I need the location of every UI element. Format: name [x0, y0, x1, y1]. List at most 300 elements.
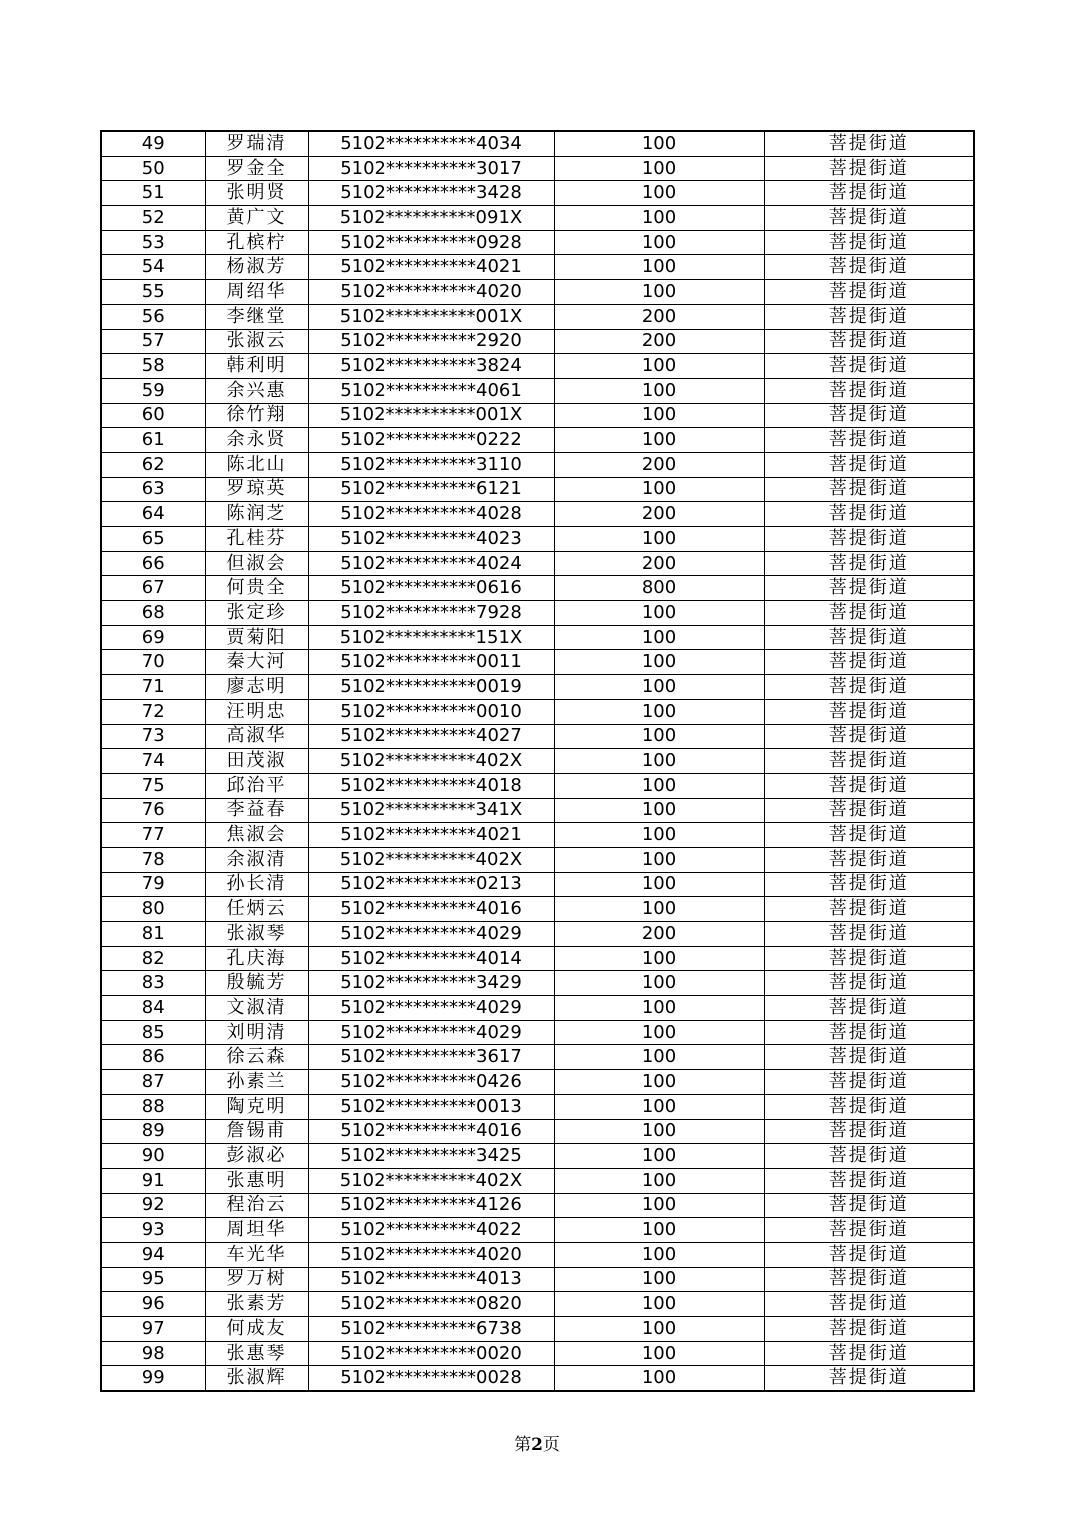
- table-row: [101, 847, 974, 872]
- row-number-cell: 59: [101, 378, 205, 403]
- id-number-cell: 5102**********7928: [308, 601, 554, 626]
- street-cell: 菩提街道: [764, 354, 974, 379]
- row-number-cell: 66: [101, 551, 205, 576]
- id-number-cell: 5102**********0020: [308, 1341, 554, 1366]
- name-cell: 车光华: [205, 1242, 308, 1267]
- id-number-cell: 5102**********402X: [308, 1168, 554, 1193]
- id-number-cell: 5102**********4020: [308, 1242, 554, 1267]
- name-cell: 田茂淑: [205, 749, 308, 774]
- row-number-cell: 94: [101, 1242, 205, 1267]
- id-number-cell: 5102**********0010: [308, 699, 554, 724]
- name-cell: 张淑辉: [205, 1366, 308, 1391]
- street-cell: 菩提街道: [764, 329, 974, 354]
- row-number-cell: 99: [101, 1366, 205, 1391]
- amount-cell: 100: [554, 823, 764, 848]
- name-cell: 孔庆海: [205, 946, 308, 971]
- id-number-cell: 5102**********4029: [308, 996, 554, 1021]
- row-number-cell: 52: [101, 206, 205, 231]
- id-number-cell: 5102**********4061: [308, 378, 554, 403]
- id-number-cell: 5102**********0028: [308, 1366, 554, 1391]
- street-cell: 菩提街道: [764, 1020, 974, 1045]
- id-number-cell: 5102**********3017: [308, 156, 554, 181]
- name-cell: 徐云森: [205, 1045, 308, 1070]
- row-number-cell: 83: [101, 971, 205, 996]
- amount-cell: 100: [554, 354, 764, 379]
- amount-cell: 100: [554, 230, 764, 255]
- street-cell: 菩提街道: [764, 280, 974, 305]
- table-row: [101, 428, 974, 453]
- amount-cell: 100: [554, 206, 764, 231]
- table-row: [101, 1070, 974, 1095]
- street-cell: 菩提街道: [764, 897, 974, 922]
- amount-cell: 100: [554, 971, 764, 996]
- name-cell: 余淑清: [205, 847, 308, 872]
- street-cell: 菩提街道: [764, 452, 974, 477]
- row-number-cell: 90: [101, 1144, 205, 1169]
- amount-cell: 100: [554, 1218, 764, 1243]
- id-number-cell: 5102**********4027: [308, 724, 554, 749]
- name-cell: 汪明忠: [205, 699, 308, 724]
- row-number-cell: 58: [101, 354, 205, 379]
- name-cell: 黄广文: [205, 206, 308, 231]
- amount-cell: 100: [554, 131, 764, 156]
- row-number-cell: 68: [101, 601, 205, 626]
- table-row: [101, 280, 974, 305]
- name-cell: 詹锡甫: [205, 1119, 308, 1144]
- amount-cell: 100: [554, 1267, 764, 1292]
- street-cell: 菩提街道: [764, 699, 974, 724]
- row-number-cell: 88: [101, 1094, 205, 1119]
- amount-cell: 100: [554, 625, 764, 650]
- id-number-cell: 5102**********4021: [308, 823, 554, 848]
- name-cell: 彭淑必: [205, 1144, 308, 1169]
- street-cell: 菩提街道: [764, 724, 974, 749]
- street-cell: 菩提街道: [764, 625, 974, 650]
- row-number-cell: 61: [101, 428, 205, 453]
- row-number-cell: 73: [101, 724, 205, 749]
- amount-cell: 100: [554, 996, 764, 1021]
- id-number-cell: 5102**********4028: [308, 502, 554, 527]
- table-row: [101, 131, 974, 156]
- amount-cell: 100: [554, 1317, 764, 1342]
- table-row: [101, 477, 974, 502]
- row-number-cell: 91: [101, 1168, 205, 1193]
- id-number-cell: 5102**********3429: [308, 971, 554, 996]
- name-cell: 张惠明: [205, 1168, 308, 1193]
- amount-cell: 100: [554, 1366, 764, 1391]
- name-cell: 韩利明: [205, 354, 308, 379]
- id-number-cell: 5102**********001X: [308, 403, 554, 428]
- row-number-cell: 95: [101, 1267, 205, 1292]
- name-cell: 张淑琴: [205, 922, 308, 947]
- id-number-cell: 5102**********4014: [308, 946, 554, 971]
- street-cell: 菩提街道: [764, 131, 974, 156]
- table-row: [101, 724, 974, 749]
- street-cell: 菩提街道: [764, 502, 974, 527]
- amount-cell: 100: [554, 897, 764, 922]
- id-number-cell: 5102**********4126: [308, 1193, 554, 1218]
- row-number-cell: 50: [101, 156, 205, 181]
- row-number-cell: 72: [101, 699, 205, 724]
- table-row: [101, 996, 974, 1021]
- id-number-cell: 5102**********402X: [308, 749, 554, 774]
- row-number-cell: 53: [101, 230, 205, 255]
- page-footer-suffix: 页: [542, 1435, 560, 1455]
- row-number-cell: 76: [101, 798, 205, 823]
- name-cell: 张淑云: [205, 329, 308, 354]
- id-number-cell: 5102**********3617: [308, 1045, 554, 1070]
- street-cell: 菩提街道: [764, 1119, 974, 1144]
- street-cell: 菩提街道: [764, 156, 974, 181]
- name-cell: 张惠琴: [205, 1341, 308, 1366]
- amount-cell: 100: [554, 1045, 764, 1070]
- amount-cell: 100: [554, 428, 764, 453]
- amount-cell: 100: [554, 403, 764, 428]
- table-row: [101, 872, 974, 897]
- street-cell: 菩提街道: [764, 551, 974, 576]
- name-cell: 孔槟柠: [205, 230, 308, 255]
- name-cell: 贾菊阳: [205, 625, 308, 650]
- row-number-cell: 55: [101, 280, 205, 305]
- row-number-cell: 98: [101, 1341, 205, 1366]
- amount-cell: 100: [554, 1020, 764, 1045]
- table-row: [101, 1317, 974, 1342]
- street-cell: 菩提街道: [764, 1070, 974, 1095]
- street-cell: 菩提街道: [764, 304, 974, 329]
- table-row: [101, 206, 974, 231]
- id-number-cell: 5102**********3110: [308, 452, 554, 477]
- table-row: [101, 650, 974, 675]
- row-number-cell: 82: [101, 946, 205, 971]
- street-cell: 菩提街道: [764, 1218, 974, 1243]
- row-number-cell: 78: [101, 847, 205, 872]
- name-cell: 周坦华: [205, 1218, 308, 1243]
- name-cell: 周绍华: [205, 280, 308, 305]
- street-cell: 菩提街道: [764, 428, 974, 453]
- street-cell: 菩提街道: [764, 1267, 974, 1292]
- street-cell: 菩提街道: [764, 749, 974, 774]
- name-cell: 孙长清: [205, 872, 308, 897]
- id-number-cell: 5102**********0019: [308, 675, 554, 700]
- id-number-cell: 5102**********4018: [308, 773, 554, 798]
- amount-cell: 200: [554, 551, 764, 576]
- table-row: [101, 304, 974, 329]
- table-row: [101, 181, 974, 206]
- row-number-cell: 67: [101, 576, 205, 601]
- street-cell: 菩提街道: [764, 1341, 974, 1366]
- name-cell: 张定珍: [205, 601, 308, 626]
- row-number-cell: 93: [101, 1218, 205, 1243]
- amount-cell: 800: [554, 576, 764, 601]
- street-cell: 菩提街道: [764, 773, 974, 798]
- name-cell: 张明贤: [205, 181, 308, 206]
- row-number-cell: 65: [101, 527, 205, 552]
- street-cell: 菩提街道: [764, 206, 974, 231]
- street-cell: 菩提街道: [764, 798, 974, 823]
- street-cell: 菩提街道: [764, 378, 974, 403]
- table-row: [101, 452, 974, 477]
- id-number-cell: 5102**********151X: [308, 625, 554, 650]
- id-number-cell: 5102**********0426: [308, 1070, 554, 1095]
- row-number-cell: 86: [101, 1045, 205, 1070]
- name-cell: 孙素兰: [205, 1070, 308, 1095]
- amount-cell: 100: [554, 255, 764, 280]
- amount-cell: 100: [554, 699, 764, 724]
- id-number-cell: 5102**********0213: [308, 872, 554, 897]
- row-number-cell: 89: [101, 1119, 205, 1144]
- table-row: [101, 1119, 974, 1144]
- amount-cell: 100: [554, 675, 764, 700]
- row-number-cell: 51: [101, 181, 205, 206]
- amount-cell: 100: [554, 601, 764, 626]
- street-cell: 菩提街道: [764, 601, 974, 626]
- street-cell: 菩提街道: [764, 181, 974, 206]
- table-row: [101, 354, 974, 379]
- id-number-cell: 5102**********0011: [308, 650, 554, 675]
- table-row: [101, 1193, 974, 1218]
- street-cell: 菩提街道: [764, 576, 974, 601]
- row-number-cell: 85: [101, 1020, 205, 1045]
- table-row: [101, 749, 974, 774]
- name-cell: 罗金全: [205, 156, 308, 181]
- table-row: [101, 1045, 974, 1070]
- name-cell: 陈北山: [205, 452, 308, 477]
- table-row: [101, 1292, 974, 1317]
- amount-cell: 100: [554, 1168, 764, 1193]
- street-cell: 菩提街道: [764, 1366, 974, 1391]
- table-row: [101, 922, 974, 947]
- id-number-cell: 5102**********341X: [308, 798, 554, 823]
- amount-cell: 100: [554, 1144, 764, 1169]
- id-number-cell: 5102**********0928: [308, 230, 554, 255]
- row-number-cell: 56: [101, 304, 205, 329]
- street-cell: 菩提街道: [764, 971, 974, 996]
- street-cell: 菩提街道: [764, 1168, 974, 1193]
- id-number-cell: 5102**********0820: [308, 1292, 554, 1317]
- street-cell: 菩提街道: [764, 823, 974, 848]
- amount-cell: 100: [554, 773, 764, 798]
- amount-cell: 200: [554, 304, 764, 329]
- table-row: [101, 156, 974, 181]
- name-cell: 任炳云: [205, 897, 308, 922]
- amount-cell: 100: [554, 1242, 764, 1267]
- amount-cell: 100: [554, 650, 764, 675]
- name-cell: 邱治平: [205, 773, 308, 798]
- name-cell: 陈润芝: [205, 502, 308, 527]
- row-number-cell: 62: [101, 452, 205, 477]
- name-cell: 徐竹翔: [205, 403, 308, 428]
- row-number-cell: 64: [101, 502, 205, 527]
- street-cell: 菩提街道: [764, 1317, 974, 1342]
- table-row: [101, 971, 974, 996]
- amount-cell: 100: [554, 181, 764, 206]
- table-row: [101, 502, 974, 527]
- amount-cell: 100: [554, 527, 764, 552]
- street-cell: 菩提街道: [764, 1193, 974, 1218]
- table-row: [101, 1267, 974, 1292]
- id-number-cell: 5102**********2920: [308, 329, 554, 354]
- name-cell: 高淑华: [205, 724, 308, 749]
- row-number-cell: 96: [101, 1292, 205, 1317]
- id-number-cell: 5102**********001X: [308, 304, 554, 329]
- street-cell: 菩提街道: [764, 872, 974, 897]
- amount-cell: 100: [554, 1292, 764, 1317]
- id-number-cell: 5102**********6738: [308, 1317, 554, 1342]
- id-number-cell: 5102**********4034: [308, 131, 554, 156]
- table-row: [101, 378, 974, 403]
- id-number-cell: 5102**********4016: [308, 897, 554, 922]
- id-number-cell: 5102**********4020: [308, 280, 554, 305]
- table-row: [101, 551, 974, 576]
- table-row: [101, 1366, 974, 1391]
- page-footer-prefix: 第: [514, 1435, 532, 1455]
- table-row: [101, 1341, 974, 1366]
- amount-cell: 100: [554, 1341, 764, 1366]
- row-number-cell: 80: [101, 897, 205, 922]
- name-cell: 但淑会: [205, 551, 308, 576]
- id-number-cell: 5102**********0616: [308, 576, 554, 601]
- table-row: [101, 601, 974, 626]
- name-cell: 李益春: [205, 798, 308, 823]
- name-cell: 罗瑞清: [205, 131, 308, 156]
- id-number-cell: 5102**********3425: [308, 1144, 554, 1169]
- street-cell: 菩提街道: [764, 1242, 974, 1267]
- street-cell: 菩提街道: [764, 527, 974, 552]
- amount-cell: 100: [554, 798, 764, 823]
- table-row: [101, 1218, 974, 1243]
- name-cell: 秦大河: [205, 650, 308, 675]
- amount-cell: 200: [554, 452, 764, 477]
- row-number-cell: 84: [101, 996, 205, 1021]
- id-number-cell: 5102**********4021: [308, 255, 554, 280]
- row-number-cell: 97: [101, 1317, 205, 1342]
- row-number-cell: 75: [101, 773, 205, 798]
- table-row: [101, 527, 974, 552]
- id-number-cell: 5102**********4016: [308, 1119, 554, 1144]
- table-row: [101, 1020, 974, 1045]
- table-row: [101, 329, 974, 354]
- name-cell: 何贵全: [205, 576, 308, 601]
- row-number-cell: 49: [101, 131, 205, 156]
- amount-cell: 100: [554, 280, 764, 305]
- amount-cell: 100: [554, 156, 764, 181]
- row-number-cell: 69: [101, 625, 205, 650]
- name-cell: 余永贤: [205, 428, 308, 453]
- table-row: [101, 576, 974, 601]
- row-number-cell: 77: [101, 823, 205, 848]
- amount-cell: 100: [554, 724, 764, 749]
- row-number-cell: 60: [101, 403, 205, 428]
- table-row: [101, 675, 974, 700]
- name-cell: 刘明清: [205, 1020, 308, 1045]
- id-number-cell: 5102**********4029: [308, 1020, 554, 1045]
- id-number-cell: 5102**********4022: [308, 1218, 554, 1243]
- street-cell: 菩提街道: [764, 1045, 974, 1070]
- amount-cell: 100: [554, 872, 764, 897]
- amount-cell: 100: [554, 1119, 764, 1144]
- table-row: [101, 255, 974, 280]
- name-cell: 焦淑会: [205, 823, 308, 848]
- table-row: [101, 798, 974, 823]
- table-row: [101, 699, 974, 724]
- id-number-cell: 5102**********4024: [308, 551, 554, 576]
- amount-cell: 200: [554, 329, 764, 354]
- street-cell: 菩提街道: [764, 230, 974, 255]
- amount-cell: 200: [554, 922, 764, 947]
- id-number-cell: 5102**********6121: [308, 477, 554, 502]
- row-number-cell: 79: [101, 872, 205, 897]
- amount-cell: 200: [554, 502, 764, 527]
- table-row: [101, 897, 974, 922]
- street-cell: 菩提街道: [764, 1144, 974, 1169]
- table-row: [101, 230, 974, 255]
- id-number-cell: 5102**********402X: [308, 847, 554, 872]
- name-cell: 罗琼英: [205, 477, 308, 502]
- row-number-cell: 57: [101, 329, 205, 354]
- street-cell: 菩提街道: [764, 996, 974, 1021]
- table-row: [101, 823, 974, 848]
- roster-table: [100, 130, 975, 1392]
- page-number: 2: [531, 1435, 543, 1455]
- street-cell: 菩提街道: [764, 1292, 974, 1317]
- name-cell: 程治云: [205, 1193, 308, 1218]
- row-number-cell: 92: [101, 1193, 205, 1218]
- amount-cell: 100: [554, 847, 764, 872]
- table-row: [101, 773, 974, 798]
- name-cell: 李继堂: [205, 304, 308, 329]
- amount-cell: 100: [554, 1070, 764, 1095]
- table-row: [101, 625, 974, 650]
- street-cell: 菩提街道: [764, 255, 974, 280]
- amount-cell: 100: [554, 378, 764, 403]
- name-cell: 陶克明: [205, 1094, 308, 1119]
- id-number-cell: 5102**********0013: [308, 1094, 554, 1119]
- row-number-cell: 63: [101, 477, 205, 502]
- amount-cell: 100: [554, 1193, 764, 1218]
- street-cell: 菩提街道: [764, 403, 974, 428]
- street-cell: 菩提街道: [764, 675, 974, 700]
- id-number-cell: 5102**********4013: [308, 1267, 554, 1292]
- name-cell: 孔桂芬: [205, 527, 308, 552]
- id-number-cell: 5102**********4029: [308, 922, 554, 947]
- table-row: [101, 946, 974, 971]
- street-cell: 菩提街道: [764, 477, 974, 502]
- id-number-cell: 5102**********4023: [308, 527, 554, 552]
- name-cell: 余兴惠: [205, 378, 308, 403]
- page-footer: [0, 1430, 1074, 1455]
- row-number-cell: 54: [101, 255, 205, 280]
- amount-cell: 100: [554, 946, 764, 971]
- name-cell: 罗万树: [205, 1267, 308, 1292]
- id-number-cell: 5102**********3428: [308, 181, 554, 206]
- row-number-cell: 74: [101, 749, 205, 774]
- amount-cell: 100: [554, 1094, 764, 1119]
- row-number-cell: 81: [101, 922, 205, 947]
- street-cell: 菩提街道: [764, 946, 974, 971]
- table-row: [101, 1168, 974, 1193]
- name-cell: 张素芳: [205, 1292, 308, 1317]
- street-cell: 菩提街道: [764, 922, 974, 947]
- id-number-cell: 5102**********3824: [308, 354, 554, 379]
- id-number-cell: 5102**********0222: [308, 428, 554, 453]
- row-number-cell: 70: [101, 650, 205, 675]
- table-row: [101, 1094, 974, 1119]
- street-cell: 菩提街道: [764, 1094, 974, 1119]
- name-cell: 廖志明: [205, 675, 308, 700]
- table-row: [101, 1144, 974, 1169]
- name-cell: 文淑清: [205, 996, 308, 1021]
- name-cell: 杨淑芳: [205, 255, 308, 280]
